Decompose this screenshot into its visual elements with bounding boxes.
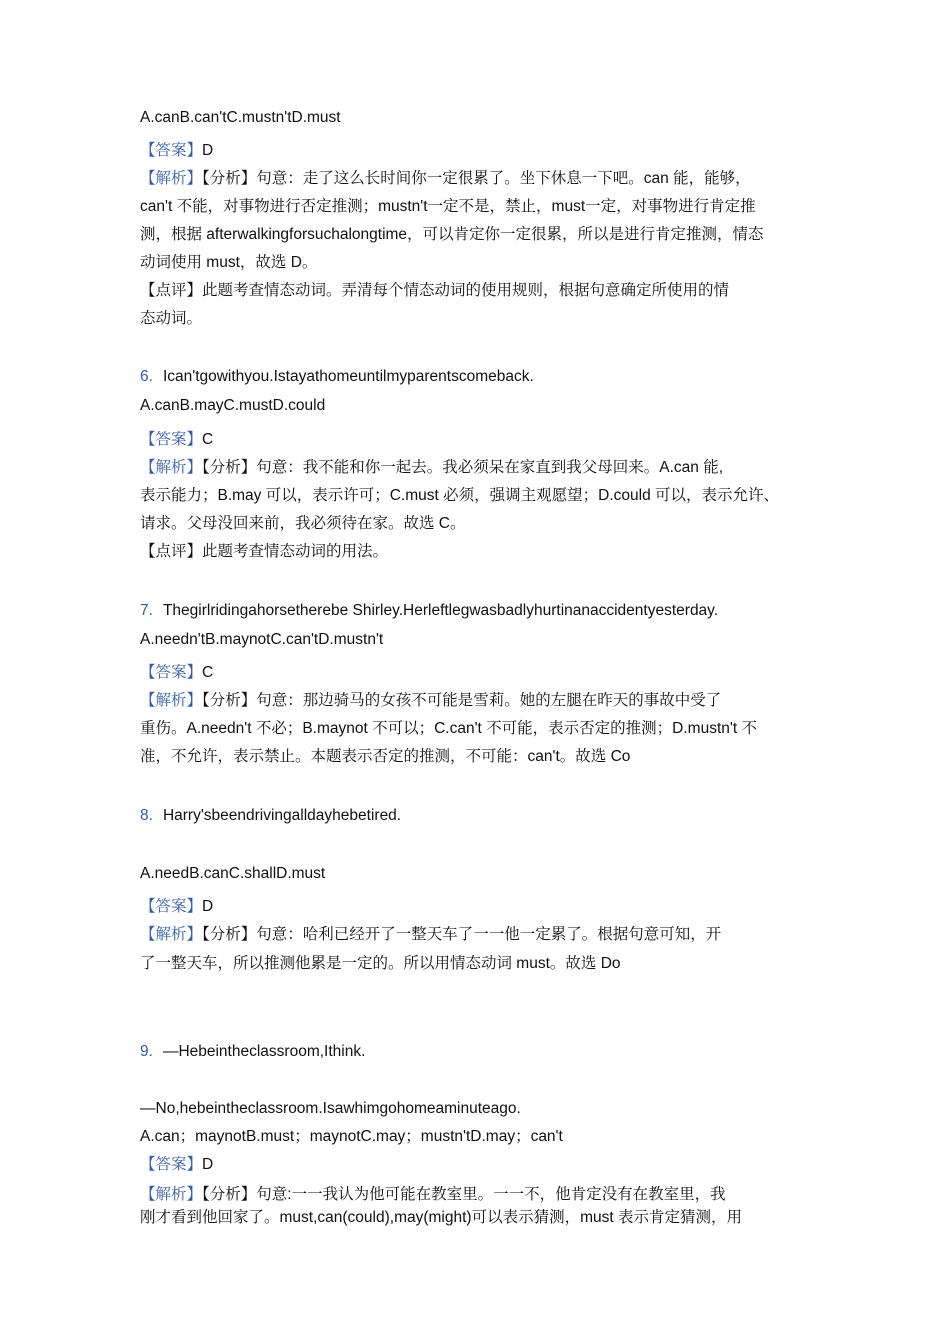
q6-question bbox=[140, 366, 534, 388]
analysis-text: 【分析】句意：我不能和你一起去。我必须呆在家直到我父母回来。A.can 能, bbox=[202, 459, 724, 476]
q6-analysis-line-3: 请求。父母没回来前，我必须待在家。故选 C。 bbox=[140, 515, 466, 532]
question-text: Thegirlridingahorsetherebe Shirley.Herleftlegwasbadlyhurtinanaccidentyesterday. bbox=[162, 602, 719, 619]
analysis-tag: 【解析】 bbox=[140, 926, 203, 943]
q8-answer bbox=[140, 896, 213, 918]
q7-analysis-line-2: 重伤。A.needn't 不必；B.maynot 不可以；C.can't 不可能，表示否定的推测；D.mustn't 不 bbox=[140, 720, 757, 737]
q6-options: A.canB.mayC.mustD.could bbox=[140, 397, 326, 414]
q9-question bbox=[140, 1041, 365, 1063]
q9-analysis-line-1 bbox=[140, 1184, 726, 1206]
q5-comment-line-2: 态动词。 bbox=[140, 310, 203, 327]
q7-question bbox=[140, 600, 718, 622]
analysis-text: 【分析】句意:一一我认为他可能在教室里。一一不，他肯定没有在教室里，我 bbox=[202, 1186, 726, 1203]
q7-answer bbox=[140, 662, 213, 684]
question-text: Ican'tgowithyou.Istayathomeuntilmyparentscomeback. bbox=[162, 368, 534, 385]
q9-reply: —No,hebeintheclassroom.Isawhimgohomeaminuteago. bbox=[140, 1100, 521, 1117]
question-number: 9. bbox=[140, 1043, 153, 1060]
answer-tag: 【答案】 bbox=[140, 1156, 203, 1173]
answer-value: D bbox=[202, 898, 214, 915]
q7-analysis-line-3: 准，不允许，表示禁止。本题表示否定的推测，不可能：can't。故选 Co bbox=[140, 748, 631, 765]
q8-analysis-line-1 bbox=[140, 924, 721, 946]
q8-question bbox=[140, 805, 401, 827]
q6-comment: 【点评】此题考查情态动词的用法。 bbox=[140, 543, 389, 560]
answer-value: C bbox=[202, 664, 214, 681]
q6-answer bbox=[140, 429, 213, 451]
answer-tag: 【答案】 bbox=[140, 431, 203, 448]
q9-options: A.can；maynotB.must；maynotC.may；mustn'tD.may；can't bbox=[140, 1128, 563, 1145]
q8-options: A.needB.canC.shallD.must bbox=[140, 865, 326, 882]
q5-analysis-line-1 bbox=[140, 168, 751, 190]
q5-analysis-line-4: 动词使用 must，故选 D。 bbox=[140, 254, 318, 271]
analysis-text: 【分析】句意：那边骑马的女孩不可能是雪莉。她的左腿在昨天的事故中受了 bbox=[202, 692, 722, 709]
q5-comment-line-1: 【点评】此题考查情态动词。弄清每个情态动词的使用规则，根据句意确定所使用的情 bbox=[140, 282, 730, 299]
q5-analysis-line-3: 测，根据 afterwalkingforsuchalongtime，可以肯定你一定很累，所以是进行肯定推测，情态 bbox=[140, 226, 764, 243]
answer-tag: 【答案】 bbox=[140, 898, 203, 915]
answer-tag: 【答案】 bbox=[140, 142, 203, 159]
answer-value: D bbox=[202, 1156, 214, 1173]
analysis-tag: 【解析】 bbox=[140, 1186, 203, 1203]
q5-options: A.canB.can'tC.mustn'tD.must bbox=[140, 109, 341, 126]
q6-analysis-line-2: 表示能力；B.may 可以，表示许可；C.must 必须，强调主观愿望；D.could 可以，表示允许、 bbox=[140, 487, 779, 504]
q7-analysis-line-1 bbox=[140, 690, 721, 712]
q9-analysis-line-2: 刚才看到他回家了。must,can(could),may(might)可以表示猜测，must 表示肯定猜测，用 bbox=[140, 1209, 742, 1226]
answer-value: D bbox=[202, 142, 214, 159]
analysis-text: 【分析】句意：走了这么长时间你一定很累了。坐下休息一下吧。can 能，能够， bbox=[202, 170, 751, 187]
analysis-text: 【分析】句意：哈利已经开了一整天车了一一他一定累了。根据句意可知，开 bbox=[202, 926, 722, 943]
q9-answer bbox=[140, 1154, 213, 1176]
q8-analysis-line-2: 了一整天车，所以推测他累是一定的。所以用情态动词 must。故选 Do bbox=[140, 955, 621, 972]
analysis-tag: 【解析】 bbox=[140, 459, 203, 476]
analysis-tag: 【解析】 bbox=[140, 692, 203, 709]
answer-value: C bbox=[202, 431, 214, 448]
question-text: Harry'sbeendrivingalldayhebetired. bbox=[162, 807, 402, 824]
analysis-tag: 【解析】 bbox=[140, 170, 203, 187]
q7-options: A.needn'tB.maynotC.can'tD.mustn't bbox=[140, 631, 384, 648]
question-text: —Hebeintheclassroom,Ithink. bbox=[162, 1043, 366, 1060]
question-number: 8. bbox=[140, 807, 153, 824]
q6-analysis-line-1 bbox=[140, 457, 723, 479]
q5-analysis-line-2: can't 不能，对事物进行否定推测；mustn't一定不是，禁止，must一定，对事物进行肯定推 bbox=[140, 198, 756, 215]
question-number: 7. bbox=[140, 602, 153, 619]
answer-tag: 【答案】 bbox=[140, 664, 203, 681]
q5-answer bbox=[140, 140, 213, 162]
question-number: 6. bbox=[140, 368, 153, 385]
